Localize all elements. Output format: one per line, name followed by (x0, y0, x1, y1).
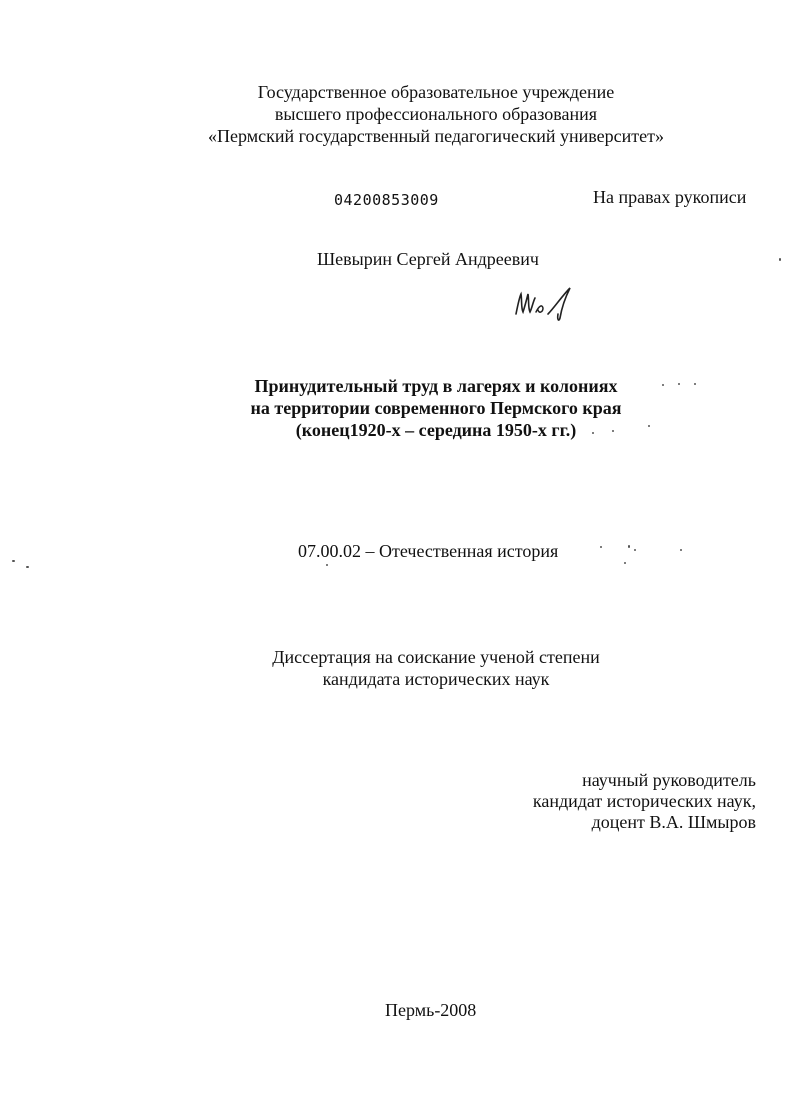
degree-line-2: кандидата исторических наук (322, 669, 550, 689)
specialty-code: 07.00.02 – Отечественная история (298, 541, 559, 561)
supervisor-line-3: доцент В.А. Шмыров (591, 812, 756, 832)
scan-speck (662, 384, 664, 386)
institution-line-3: «Пермский государственный педагогический университет» (208, 126, 664, 146)
institution-line-2: высшего профессионального образования (274, 104, 598, 124)
scan-speck (624, 562, 626, 564)
title-line-1: Принудительный труд в лагерях и колониях (254, 376, 618, 396)
institution-line-1: Государственное образовательное учреждение (257, 82, 615, 102)
scan-speck (694, 383, 696, 385)
dissertation-title (0, 375, 792, 441)
title-line-3: (конец1920-х – середина 1950-х гг.) (295, 420, 577, 440)
rights-note: На правах рукописи (593, 187, 747, 207)
author-name: Шевырин Сергей Андреевич (317, 249, 539, 269)
scan-speck (592, 432, 594, 434)
degree-line-1: Диссертация на соискание ученой степени (272, 647, 600, 667)
scan-speck (600, 546, 602, 548)
scan-speck (678, 383, 680, 385)
institution-header (0, 81, 792, 147)
degree-statement (0, 646, 792, 690)
scan-speck (12, 560, 15, 562)
supervisor-line-2: кандидат исторических наук, (532, 791, 756, 811)
city-year: Пермь-2008 (385, 1000, 477, 1020)
scan-speck (648, 425, 650, 427)
scan-speck (26, 566, 29, 568)
scan-speck (680, 549, 682, 551)
scan-speck (634, 549, 636, 551)
handwritten-signature (512, 284, 574, 324)
scan-speck (628, 545, 630, 548)
scan-speck (779, 258, 781, 261)
scan-speck (326, 564, 328, 566)
title-line-2: на территории современного Пермского края (250, 398, 622, 418)
document-number: 04200853009 (334, 191, 439, 209)
scan-speck (612, 430, 614, 432)
supervisor-line-1: научный руководитель (582, 770, 756, 790)
supervisor-block (533, 770, 756, 833)
